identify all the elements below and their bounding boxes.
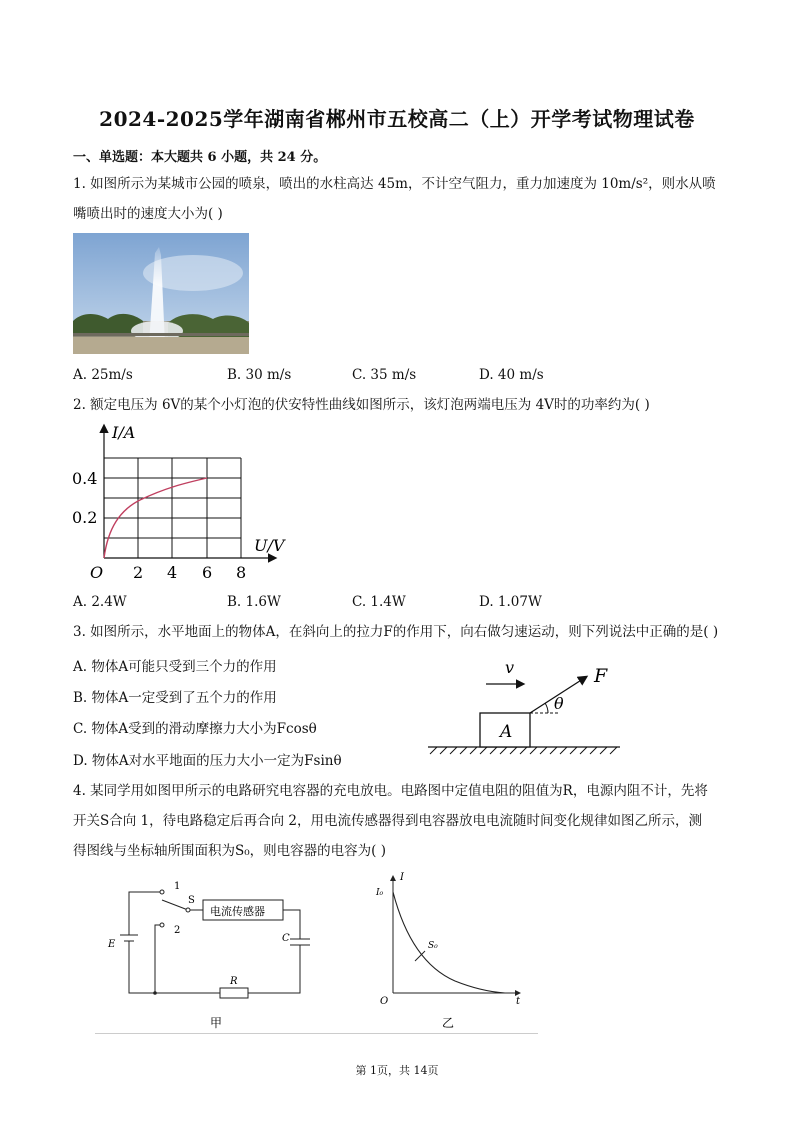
y-tick-0-2: 0.2 — [72, 508, 98, 527]
iv-curve-graph — [70, 420, 290, 585]
q1-option-c[interactable]: C. 35 m/s — [352, 367, 417, 383]
section-heading: 一、单选题：本大题共 6 小题，共 24 分。 — [73, 150, 327, 165]
angle-arc — [545, 703, 548, 713]
q2-option-b[interactable]: B. 1.6W — [227, 594, 281, 610]
block-label: A — [500, 722, 513, 742]
q4-text-line3: 得图线与坐标轴所围面积为S₀，则电容器的电容为( ) — [73, 843, 386, 859]
t-axis-label: t — [516, 996, 521, 1007]
battery-label: E — [108, 939, 116, 950]
q1-text-line1: 1. 如图所示为某城市公园的喷泉，喷出的水柱高达 45m，不计空气阻力，重力加速度为 10m/s²，则水从喷 — [73, 176, 716, 192]
switch-pos-2: 2 — [174, 925, 181, 936]
decay-curve — [393, 892, 505, 993]
area-label: S₀ — [428, 941, 438, 951]
q1-option-b[interactable]: B. 30 m/s — [227, 367, 292, 383]
q4-text-line1: 4. 某同学用如图甲所示的电路研究电容器的充电放电。电路图中定值电阻的阻值为R，电源内阻不计，先将 — [73, 783, 708, 799]
q3-option-c[interactable]: C. 物体A受到的滑动摩擦力大小为Fcosθ — [73, 721, 317, 737]
figure-divider — [95, 1033, 538, 1034]
current-sensor-label: 电流传感器 — [210, 905, 265, 918]
origin-label-2: O — [380, 996, 389, 1007]
page-footer: 第 1页，共 14页 — [355, 1064, 439, 1077]
q2-option-c[interactable]: C. 1.4W — [352, 594, 406, 610]
switch-pos-1: 1 — [174, 881, 181, 892]
y-axis-label: I/A — [112, 423, 136, 442]
discharge-curve — [360, 868, 530, 1035]
q4-text-line2: 开关S合向 1，待电路稳定后再合向 2，用电流传感器得到电容器放电电流随时间变化规律如图乙所示，测 — [73, 813, 703, 829]
resistor-label: R — [230, 976, 238, 987]
graph-grid — [104, 458, 241, 558]
origin-label: O — [90, 563, 104, 582]
angle-label: θ — [554, 694, 564, 713]
circuit-caption: 甲 — [210, 1016, 223, 1030]
ground-hatch — [430, 747, 617, 754]
q3-option-b[interactable]: B. 物体A一定受到了五个力的作用 — [73, 690, 277, 706]
q2-option-d[interactable]: D. 1.07W — [479, 594, 542, 610]
q1-option-a[interactable]: A. 25m/s — [73, 367, 133, 383]
y-tick-0-4: 0.4 — [72, 469, 98, 488]
i-axis-label: I — [400, 872, 404, 883]
q3-option-d[interactable]: D. 物体A对水平地面的压力大小一定为Fsinθ — [73, 753, 342, 769]
q3-text: 3. 如图所示，水平地面上的物体A，在斜向上的拉力F的作用下，向右做匀速运动，则下列说法中正确的是( ) — [73, 624, 719, 640]
q2-option-a[interactable]: A. 2.4W — [73, 594, 127, 610]
i0-label: I₀ — [376, 888, 384, 898]
q1-text-line2: 嘴喷出时的速度大小为( ) — [73, 206, 223, 222]
curve-caption: 乙 — [442, 1016, 455, 1030]
x-tick-4: 4 — [167, 563, 178, 582]
circuit-diagram — [100, 875, 340, 1035]
x-axis-label: U/V — [254, 536, 285, 555]
force-label: F — [594, 665, 608, 687]
x-tick-8: 8 — [236, 563, 247, 582]
switch-label: S — [188, 895, 195, 906]
capacitor-label: C — [282, 933, 290, 944]
x-tick-6: 6 — [202, 563, 213, 582]
q3-option-a[interactable]: A. 物体A可能只受到三个力的作用 — [73, 659, 277, 675]
force-diagram — [420, 655, 630, 760]
x-tick-2: 2 — [133, 563, 144, 582]
page-title: 2024-2025学年湖南省郴州市五校高二（上）开学考试物理试卷 — [99, 107, 695, 131]
fountain-photo — [73, 233, 249, 354]
q1-option-d[interactable]: D. 40 m/s — [479, 367, 544, 383]
velocity-label: v — [505, 658, 515, 677]
q2-text: 2. 额定电压为 6V的某个小灯泡的伏安特性曲线如图所示，该灯泡两端电压为 4V时的功率约为( ) — [73, 397, 650, 413]
